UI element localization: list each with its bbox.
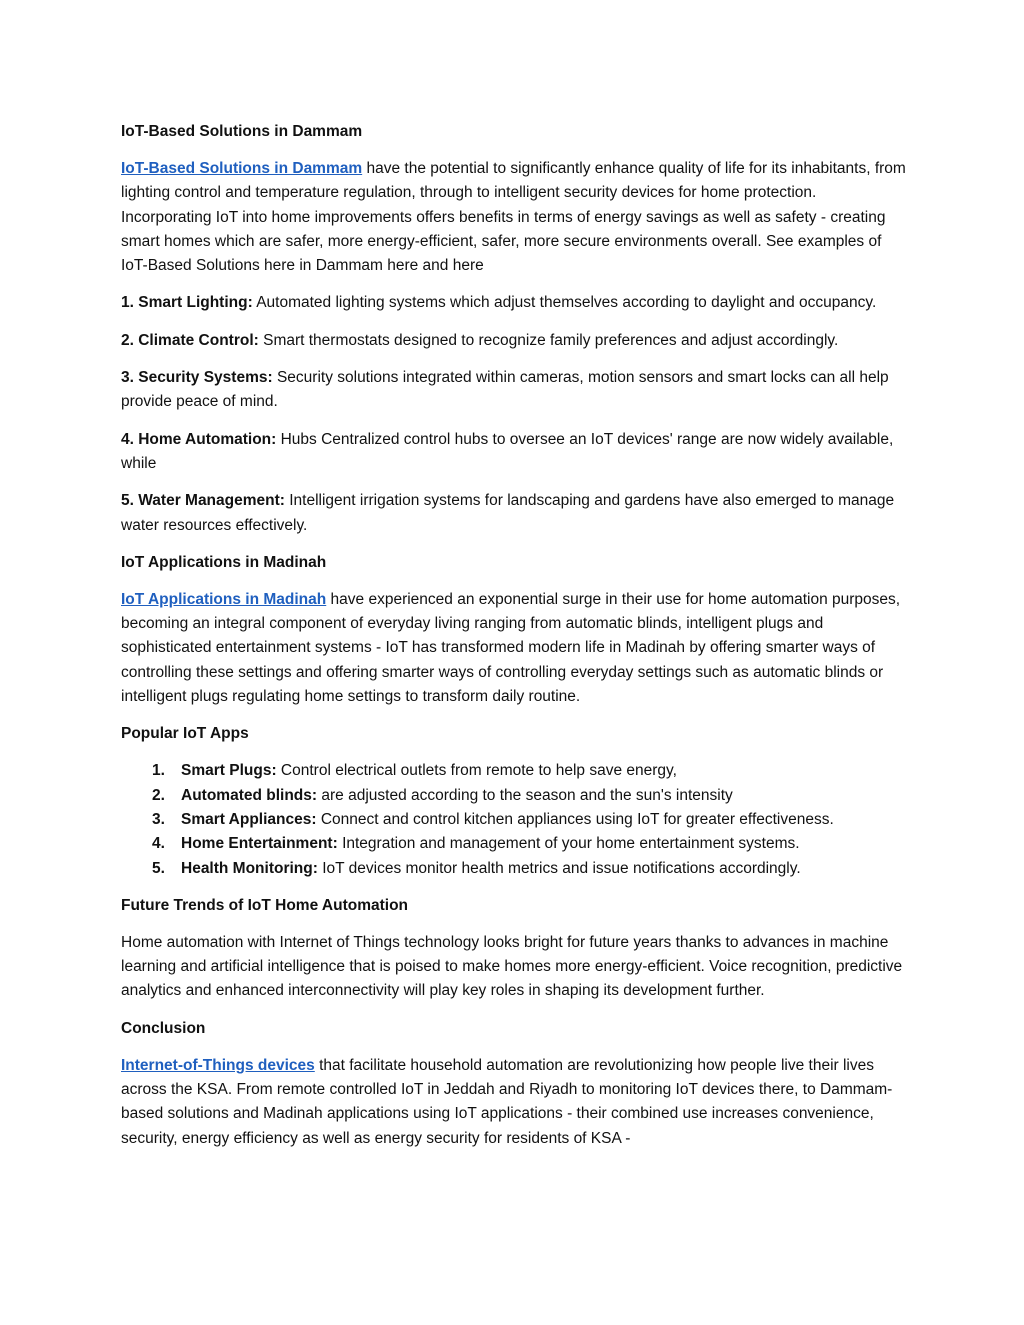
link-madinah[interactable]: IoT Applications in Madinah bbox=[121, 590, 327, 608]
paragraph-madinah-text: have experienced an exponential surge in their use for home automation purposes, becoming an integral component of everyday living ranging from automatic blinds, intelligent plugs and sophisticated entertainment systems - IoT has transformed modern life in Madinah by offering smarter ways of controlling these settings and offering smarter ways of controlling everyday settings such as automatic blinds or intelligent plugs regulating home settings to transform daily routine. bbox=[121, 590, 901, 706]
item-text: Connect and control kitchen appliances using IoT for greater effectiveness. bbox=[320, 810, 834, 828]
list-item bbox=[152, 784, 906, 808]
list-item bbox=[152, 759, 906, 783]
item-label: 4. Home Automation: bbox=[121, 430, 277, 448]
link-dammam[interactable]: IoT-Based Solutions in Dammam bbox=[121, 160, 363, 177]
item-label: Smart Plugs: bbox=[181, 762, 277, 780]
list-item bbox=[152, 857, 906, 881]
item-number: 2. bbox=[152, 786, 165, 804]
item-text: Hubs Centralized control hubs to oversee an IoT devices' range are now widely available, while bbox=[121, 430, 894, 472]
item-label: 3. Security Systems: bbox=[121, 369, 273, 387]
paragraph-dammam-text: have the potential to significantly enhance quality of life for its inhabitants, from lighting control and temperature regulation, through to intelligent security devices for home protection. Incorporating IoT into home improvements offers benefits in terms of energy savings as well as safety - creating smart homes which are safer, more energy-efficient, safer, more secure environments overall. See examples of IoT-Based Solutions here in Dammam here and here bbox=[121, 160, 906, 275]
item-number: 3. bbox=[152, 810, 165, 828]
item-label: Health Monitoring: bbox=[181, 859, 318, 877]
list-item bbox=[121, 428, 906, 477]
item-text: Security solutions integrated within cameras, motion sensors and smart locks can all help provide peace of mind. bbox=[121, 369, 889, 411]
heading-madinah: IoT Applications in Madinah bbox=[121, 553, 327, 571]
item-text: are adjusted according to the season and the sun's intensity bbox=[321, 786, 733, 804]
link-iot-devices[interactable]: Internet-of-Things devices bbox=[121, 1056, 315, 1074]
item-text: Intelligent irrigation systems for landscaping and gardens have also emerged to manage water resources effectively. bbox=[121, 492, 895, 534]
heading-conclusion: Conclusion bbox=[121, 1019, 206, 1037]
item-text: IoT devices monitor health metrics and issue notifications accordingly. bbox=[322, 859, 801, 877]
paragraph-conclusion-text: that facilitate household automation are revolutionizing how people live their lives across the KSA. From remote controlled IoT in Jeddah and Riyadh to monitoring IoT devices there, to Dammam-based solutions and Madinah applications using IoT applications - their combined use increases convenience, security, energy efficiency as well as energy security for residents of KSA - bbox=[121, 1056, 893, 1147]
list-item bbox=[152, 808, 906, 832]
popular-apps-list bbox=[121, 759, 906, 880]
item-label: Home Entertainment: bbox=[181, 835, 338, 853]
item-number: 4. bbox=[152, 835, 165, 853]
paragraph-conclusion bbox=[121, 1054, 906, 1151]
item-text: Automated lighting systems which adjust themselves according to daylight and occupancy. bbox=[256, 294, 877, 312]
item-text: Integration and management of your home entertainment systems. bbox=[342, 835, 800, 853]
heading-future-trends: Future Trends of IoT Home Automation bbox=[121, 896, 409, 914]
paragraph-madinah bbox=[121, 588, 906, 709]
item-label: 2. Climate Control: bbox=[121, 331, 259, 349]
item-label: 1. Smart Lighting: bbox=[121, 294, 253, 312]
item-text: Control electrical outlets from remote to help save energy, bbox=[280, 762, 677, 780]
list-item bbox=[121, 489, 906, 538]
item-number: 1. bbox=[152, 762, 165, 780]
item-text: Smart thermostats designed to recognize family preferences and adjust accordingly. bbox=[263, 331, 839, 349]
item-label: 5. Water Management: bbox=[121, 492, 285, 510]
list-item bbox=[152, 832, 906, 856]
item-label: Smart Appliances: bbox=[181, 810, 317, 828]
heading-popular-apps: Popular IoT Apps bbox=[121, 725, 249, 743]
heading-dammam: IoT-Based Solutions in Dammam bbox=[121, 123, 363, 140]
list-item bbox=[121, 366, 906, 415]
item-number: 5. bbox=[152, 859, 165, 877]
item-label: Automated blinds: bbox=[181, 786, 318, 804]
paragraph-dammam bbox=[121, 157, 906, 278]
list-item bbox=[121, 329, 906, 353]
list-item bbox=[121, 291, 906, 315]
paragraph-future-trends: Home automation with Internet of Things technology looks bright for future years thanks to advances in machine learning and artificial intelligence that is poised to make homes more energy-efficient. Voice recognition, predictive analytics and enhanced interconnectivity will play key roles in shaping its development further. bbox=[121, 933, 903, 1000]
